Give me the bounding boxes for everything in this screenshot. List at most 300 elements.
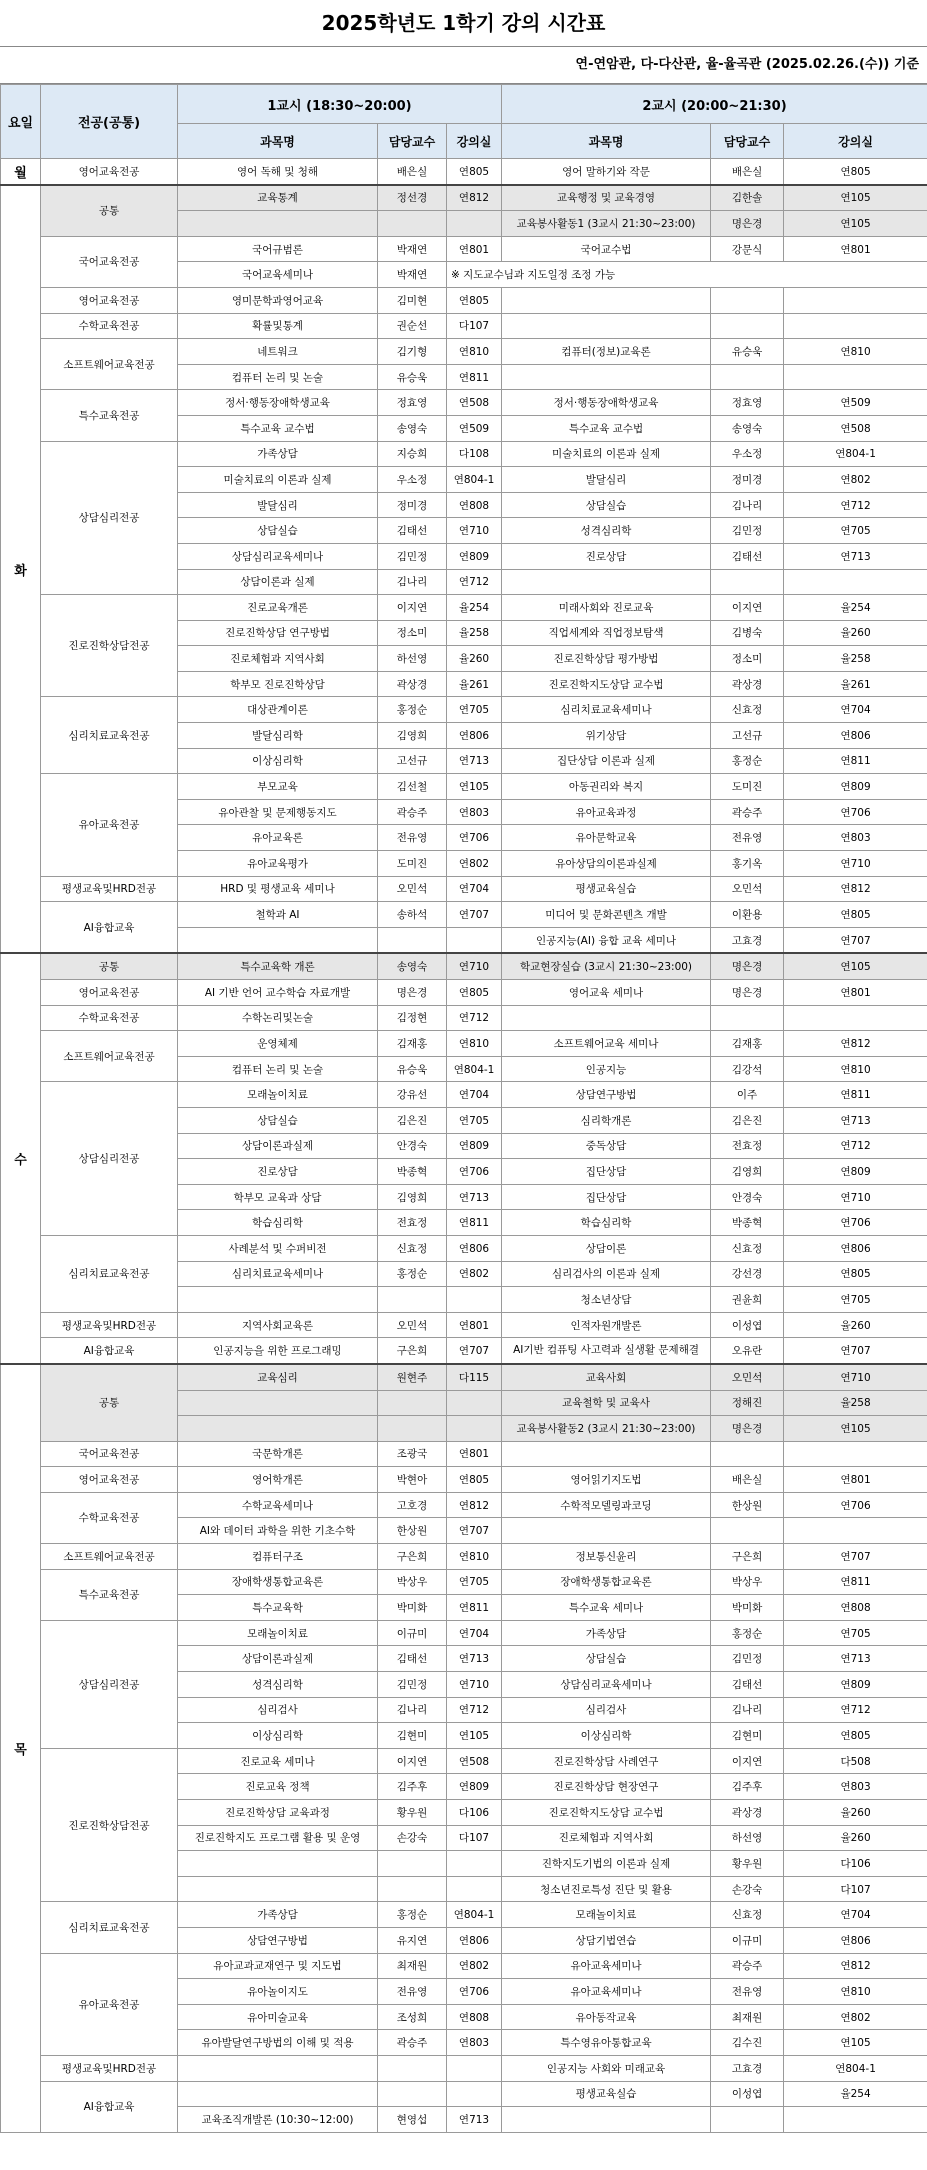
p2-professor-cell: 곽상경 <box>711 671 784 697</box>
p2-subject-cell <box>502 569 711 595</box>
p2-room-cell <box>784 1005 927 1031</box>
p1-professor-cell: 명은경 <box>378 980 447 1006</box>
major-cell: 영어교육전공 <box>41 159 178 185</box>
p2-professor-cell: 배은실 <box>711 159 784 185</box>
p2-subject-cell: 장애학생통합교육론 <box>502 1569 711 1595</box>
p1-room-cell: 다106 <box>447 1800 502 1826</box>
p2-room-cell: 연810 <box>784 1979 927 2005</box>
p2-room-cell: 연809 <box>784 774 927 800</box>
p2-room-cell: 연810 <box>784 1056 927 1082</box>
p1-subject-cell <box>178 1851 378 1877</box>
p1-professor-cell: 김주후 <box>378 1774 447 1800</box>
p1-room-cell <box>447 1390 502 1416</box>
p2-professor-cell: 김현미 <box>711 1723 784 1749</box>
p1-subject-cell: 유아놀이지도 <box>178 1979 378 2005</box>
p1-subject-cell: 가족상담 <box>178 1902 378 1928</box>
p1-room-cell: 다107 <box>447 1825 502 1851</box>
p1-room-cell: 율258 <box>447 620 502 646</box>
p1-room-cell: 연806 <box>447 1927 502 1953</box>
p1-professor-cell: 안경숙 <box>378 1133 447 1159</box>
p2-subject-cell: 상담연구방법 <box>502 1082 711 1108</box>
p1-subject-cell: 상담이론과실제 <box>178 1133 378 1159</box>
p2-professor-cell: 이주 <box>711 1082 784 1108</box>
p1-subject-cell: 심리치료교육세미나 <box>178 1261 378 1287</box>
p2-subject-cell: 유아교육과정 <box>502 799 711 825</box>
p1-room-cell: 연804-1 <box>447 1056 502 1082</box>
p2-subject-cell: 직업세계와 직업정보탐색 <box>502 620 711 646</box>
p2-room-cell: 연802 <box>784 2004 927 2030</box>
p1-subject-cell: 사례분석 및 수퍼비전 <box>178 1235 378 1261</box>
p1-professor-cell: 구은희 <box>378 1338 447 1364</box>
p1-room-cell <box>447 211 502 237</box>
p2-subject-cell: 유아동작교육 <box>502 2004 711 2030</box>
p1-professor-cell: 김선철 <box>378 774 447 800</box>
p2-professor-cell: 김나리 <box>711 1697 784 1723</box>
p2-professor-cell: 곽승주 <box>711 799 784 825</box>
p1-professor-cell: 전유영 <box>378 1979 447 2005</box>
p2-room-cell: 연804-1 <box>784 2055 927 2081</box>
p2-room-cell: 율260 <box>784 620 927 646</box>
p2-subject-cell: 진로진학지도상담 교수법 <box>502 671 711 697</box>
p1-subject-cell: 진로교육 정책 <box>178 1774 378 1800</box>
p1-professor-cell: 곽승주 <box>378 799 447 825</box>
p1-professor-cell: 우소정 <box>378 467 447 493</box>
p2-room-cell: 연105 <box>784 1416 927 1442</box>
table-row <box>1 1748 927 1774</box>
p1-subject-cell: 유아교육평가 <box>178 851 378 877</box>
p1-subject-cell <box>178 211 378 237</box>
p2-subject-cell <box>502 364 711 390</box>
p2-room-cell: 연712 <box>784 492 927 518</box>
major-cell: 공통 <box>41 953 178 979</box>
p1-professor-cell: 강유선 <box>378 1082 447 1108</box>
table-row <box>1 1569 927 1595</box>
p2-room-cell: 연710 <box>784 851 927 877</box>
header-subject: 과목명 <box>502 124 711 159</box>
major-cell: 소프트웨어교육전공 <box>41 1544 178 1570</box>
p2-professor-cell <box>711 569 784 595</box>
major-cell: 심리치료교육전공 <box>41 1235 178 1312</box>
p2-subject-cell <box>502 1518 711 1544</box>
p2-subject-cell: 특수교육 세미나 <box>502 1595 711 1621</box>
p2-professor-cell: 황우원 <box>711 1851 784 1877</box>
p2-room-cell: 연705 <box>784 1620 927 1646</box>
p2-professor-cell: 정해진 <box>711 1390 784 1416</box>
p2-professor-cell: 홍정순 <box>711 748 784 774</box>
p1-room-cell <box>447 1416 502 1442</box>
p1-room-cell: 연801 <box>447 236 502 262</box>
p2-subject-cell: 정보통신윤리 <box>502 1544 711 1570</box>
p2-room-cell: 연712 <box>784 1133 927 1159</box>
p2-professor-cell: 오민석 <box>711 1364 784 1390</box>
table-row <box>1 876 927 902</box>
p1-room-cell: 율254 <box>447 595 502 621</box>
p1-room-cell: 연802 <box>447 1261 502 1287</box>
p1-subject-cell: 교육조직개발론 (10:30~12:00) <box>178 2107 378 2133</box>
p2-subject-cell: 집단상담 <box>502 1184 711 1210</box>
p1-professor-cell: 이지연 <box>378 1748 447 1774</box>
p1-room-cell: 연808 <box>447 2004 502 2030</box>
p2-room-cell: 연801 <box>784 980 927 1006</box>
header-major: 전공(공통) <box>41 85 178 159</box>
p1-room-cell: 다108 <box>447 441 502 467</box>
timetable <box>0 84 927 2133</box>
p2-subject-cell: 영어읽기지도법 <box>502 1467 711 1493</box>
table-row <box>1 1620 927 1646</box>
p2-room-cell: 연801 <box>784 236 927 262</box>
p1-room-cell: 연803 <box>447 2030 502 2056</box>
p2-subject-cell: 청소년진로특성 진단 및 활용 <box>502 1876 711 1902</box>
p2-room-cell: 연804-1 <box>784 441 927 467</box>
p1-professor-cell: 한상원 <box>378 1518 447 1544</box>
p2-professor-cell: 손강숙 <box>711 1876 784 1902</box>
p2-room-cell <box>784 364 927 390</box>
p1-professor-cell: 홍정순 <box>378 697 447 723</box>
p2-room-cell: 연812 <box>784 1031 927 1057</box>
major-cell: 영어교육전공 <box>41 287 178 313</box>
p2-professor-cell: 권윤희 <box>711 1287 784 1313</box>
p2-professor-cell: 김나리 <box>711 492 784 518</box>
p2-professor-cell <box>711 313 784 339</box>
p1-subject-cell: 유아발달연구방법의 이해 및 적용 <box>178 2030 378 2056</box>
table-row <box>1 980 927 1006</box>
p2-room-cell: 연802 <box>784 467 927 493</box>
major-cell: 특수교육전공 <box>41 390 178 441</box>
p1-professor-cell: 조광국 <box>378 1441 447 1467</box>
p1-room-cell <box>447 927 502 953</box>
p1-professor-cell: 손강숙 <box>378 1825 447 1851</box>
p2-room-cell <box>784 287 927 313</box>
p2-room-cell: 연508 <box>784 415 927 441</box>
p1-professor-cell: 황우원 <box>378 1800 447 1826</box>
p1-room-cell: 연706 <box>447 1979 502 2005</box>
p2-subject-cell: 성격심리학 <box>502 518 711 544</box>
p1-room-cell: 연809 <box>447 1774 502 1800</box>
p1-professor-cell: 박종혁 <box>378 1159 447 1185</box>
p1-subject-cell <box>178 1287 378 1313</box>
p2-subject-cell: 컴퓨터(정보)교육론 <box>502 339 711 365</box>
p2-professor-cell: 신효정 <box>711 697 784 723</box>
p2-subject-cell: 심리치료교육세미나 <box>502 697 711 723</box>
p2-subject-cell: 학습심리학 <box>502 1210 711 1236</box>
p1-room-cell <box>447 1851 502 1877</box>
p2-room-cell: 율261 <box>784 671 927 697</box>
header-day: 요일 <box>1 85 41 159</box>
p1-professor-cell: 박상우 <box>378 1569 447 1595</box>
p2-professor-cell: 김은진 <box>711 1107 784 1133</box>
day-cell: 화 <box>1 185 41 954</box>
p1-room-cell: 연712 <box>447 1005 502 1031</box>
p1-subject-cell: 네트워크 <box>178 339 378 365</box>
major-cell: AI융합교육 <box>41 1338 178 1364</box>
p1-professor-cell: 김정현 <box>378 1005 447 1031</box>
p2-room-cell: 연105 <box>784 211 927 237</box>
p1-subject-cell: 특수교육학 <box>178 1595 378 1621</box>
p2-professor-cell: 김민정 <box>711 518 784 544</box>
major-cell: AI융합교육 <box>41 902 178 954</box>
p1-professor-cell: 하선영 <box>378 646 447 672</box>
p2-subject-cell: 아동권리와 복지 <box>502 774 711 800</box>
p1-subject-cell: 유아미술교육 <box>178 2004 378 2030</box>
p2-professor-cell: 오유란 <box>711 1338 784 1364</box>
p1-subject-cell: 정서·행동장애학생교육 <box>178 390 378 416</box>
table-row <box>1 1082 927 1108</box>
p1-subject-cell: 발달심리 <box>178 492 378 518</box>
p1-subject-cell: 영미문학과영어교육 <box>178 287 378 313</box>
p2-professor-cell: 명은경 <box>711 211 784 237</box>
major-cell: 수학교육전공 <box>41 313 178 339</box>
p1-subject-cell: 진로상담 <box>178 1159 378 1185</box>
p1-subject-cell: 수학논리및논술 <box>178 1005 378 1031</box>
p1-subject-cell: 영어학개론 <box>178 1467 378 1493</box>
p1-professor-cell: 홍정순 <box>378 1261 447 1287</box>
p2-professor-cell: 이성엽 <box>711 2081 784 2107</box>
p1-subject-cell: 가족상담 <box>178 441 378 467</box>
p2-room-cell: 연805 <box>784 902 927 928</box>
p1-room-cell <box>447 1287 502 1313</box>
table-row <box>1 159 927 185</box>
p1-subject-cell: HRD 및 평생교육 세미나 <box>178 876 378 902</box>
p2-professor-cell <box>711 2107 784 2133</box>
p1-professor-cell: 김미현 <box>378 287 447 313</box>
p2-room-cell: 연705 <box>784 1287 927 1313</box>
p1-professor-cell: 김민정 <box>378 1672 447 1698</box>
p2-subject-cell <box>502 2107 711 2133</box>
p1-room-cell: 연707 <box>447 1518 502 1544</box>
p2-room-cell <box>784 1441 927 1467</box>
p2-room-cell: 연811 <box>784 1569 927 1595</box>
p2-professor-cell: 곽승주 <box>711 1953 784 1979</box>
p1-room-cell: 연704 <box>447 876 502 902</box>
p2-professor-cell: 명은경 <box>711 1416 784 1442</box>
p2-subject-cell: 진로상담 <box>502 543 711 569</box>
p1-subject-cell: 영어 독해 및 청해 <box>178 159 378 185</box>
p1-room-cell: 연706 <box>447 1159 502 1185</box>
major-cell: 심리치료교육전공 <box>41 697 178 774</box>
p2-professor-cell: 강문식 <box>711 236 784 262</box>
p2-subject-cell <box>502 1005 711 1031</box>
p1-room-cell: 연812 <box>447 1492 502 1518</box>
p2-subject-cell: 모래놀이치료 <box>502 1902 711 1928</box>
p1-professor-cell: 김영희 <box>378 723 447 749</box>
table-row <box>1 1312 927 1338</box>
p1-subject-cell: AI 기반 언어 교수학습 자료개발 <box>178 980 378 1006</box>
table-row <box>1 1338 927 1364</box>
p2-room-cell: 다508 <box>784 1748 927 1774</box>
p1-room-cell: 연805 <box>447 1467 502 1493</box>
p2-subject-cell: 교육철학 및 교육사 <box>502 1390 711 1416</box>
p2-subject-cell: 심리검사의 이론과 실제 <box>502 1261 711 1287</box>
p1-room-cell: 연804-1 <box>447 1902 502 1928</box>
p2-professor-cell: 구은희 <box>711 1544 784 1570</box>
p1-room-cell: 연805 <box>447 287 502 313</box>
p2-professor-cell: 이환용 <box>711 902 784 928</box>
p1-professor-cell: 배은실 <box>378 159 447 185</box>
p2-subject-cell: 영어교육 세미나 <box>502 980 711 1006</box>
p1-subject-cell: 교육통계 <box>178 185 378 211</box>
table-row <box>1 236 927 262</box>
p2-room-cell <box>784 1518 927 1544</box>
p1-subject-cell: 운영체제 <box>178 1031 378 1057</box>
p1-room-cell: 연811 <box>447 1210 502 1236</box>
p1-subject-cell: 상담심리교육세미나 <box>178 543 378 569</box>
p2-subject-cell: 집단상담 <box>502 1159 711 1185</box>
p2-room-cell: 연705 <box>784 518 927 544</box>
major-cell: 국어교육전공 <box>41 236 178 287</box>
p2-professor-cell: 김한솔 <box>711 185 784 211</box>
major-cell: 영어교육전공 <box>41 980 178 1006</box>
p1-professor-cell: 송영숙 <box>378 415 447 441</box>
p1-professor-cell: 이지연 <box>378 595 447 621</box>
day-cell: 월 <box>1 159 41 185</box>
p1-subject-cell: 진로진학상담 교육과정 <box>178 1800 378 1826</box>
p1-room-cell: 연811 <box>447 364 502 390</box>
p2-professor-cell: 김태선 <box>711 543 784 569</box>
p2-room-cell: 율260 <box>784 1825 927 1851</box>
page-title: 2025학년도 1학기 강의 시간표 <box>0 0 927 47</box>
p1-room-cell: 연812 <box>447 185 502 211</box>
p2-subject-cell: 진로체험과 지역사회 <box>502 1825 711 1851</box>
p2-subject-cell: 진로진학상담 평가방법 <box>502 646 711 672</box>
p2-professor-cell: 전유영 <box>711 1979 784 2005</box>
major-cell: 유아교육전공 <box>41 1953 178 2055</box>
p2-room-cell: 연805 <box>784 1261 927 1287</box>
p2-room-cell: 율258 <box>784 1390 927 1416</box>
p1-room-cell: 연803 <box>447 799 502 825</box>
major-cell: 영어교육전공 <box>41 1467 178 1493</box>
major-cell: 수학교육전공 <box>41 1492 178 1543</box>
table-row <box>1 2055 927 2081</box>
p2-subject-cell: 특수영유아통합교육 <box>502 2030 711 2056</box>
p2-room-cell: 연806 <box>784 723 927 749</box>
p1-professor-cell <box>378 927 447 953</box>
table-row <box>1 2081 927 2107</box>
p2-professor-cell: 고선규 <box>711 723 784 749</box>
table-row <box>1 1544 927 1570</box>
p1-room-cell: 연810 <box>447 1031 502 1057</box>
p1-subject-cell <box>178 2081 378 2107</box>
p1-professor-cell: 전효정 <box>378 1210 447 1236</box>
p2-room-cell: 연803 <box>784 1774 927 1800</box>
p1-room-cell: 연806 <box>447 1235 502 1261</box>
p2-professor-cell: 곽상경 <box>711 1800 784 1826</box>
p2-professor-cell: 하선영 <box>711 1825 784 1851</box>
p1-professor-cell: 조성희 <box>378 2004 447 2030</box>
p1-professor-cell <box>378 1287 447 1313</box>
p1-subject-cell: 이상심리학 <box>178 748 378 774</box>
p2-subject-cell: 상담심리교육세미나 <box>502 1672 711 1698</box>
p2-room-cell: 다107 <box>784 1876 927 1902</box>
p1-professor-cell: 송하석 <box>378 902 447 928</box>
p2-room-cell: 연806 <box>784 1927 927 1953</box>
p2-professor-cell: 이지연 <box>711 595 784 621</box>
p2-room-cell: 다106 <box>784 1851 927 1877</box>
p2-subject-cell: 상담실습 <box>502 492 711 518</box>
p2-subject-cell: 소프트웨어교육 세미나 <box>502 1031 711 1057</box>
p2-professor-cell: 강선경 <box>711 1261 784 1287</box>
p2-professor-cell: 최재원 <box>711 2004 784 2030</box>
p2-subject-cell: 진로진학상담 사례연구 <box>502 1748 711 1774</box>
p1-room-cell <box>447 1876 502 1902</box>
p2-subject-cell: 중독상담 <box>502 1133 711 1159</box>
major-cell: 심리치료교육전공 <box>41 1902 178 1953</box>
p1-professor-cell: 도미진 <box>378 851 447 877</box>
table-row <box>1 185 927 211</box>
major-cell: AI융합교육 <box>41 2081 178 2132</box>
p2-professor-cell: 정미경 <box>711 467 784 493</box>
p2-room-cell: 연713 <box>784 543 927 569</box>
p2-professor-cell: 김민정 <box>711 1646 784 1672</box>
p2-professor-cell: 신효정 <box>711 1902 784 1928</box>
p1-professor-cell: 박재연 <box>378 236 447 262</box>
p2-subject-cell <box>502 287 711 313</box>
header-subject: 과목명 <box>178 124 378 159</box>
p2-subject-cell: 유아교육세미나 <box>502 1953 711 1979</box>
table-row <box>1 1364 927 1390</box>
p1-subject-cell: 진로체험과 지역사회 <box>178 646 378 672</box>
p2-room-cell: 연811 <box>784 1082 927 1108</box>
p2-room-cell: 연707 <box>784 1338 927 1364</box>
p1-subject-cell: 발달심리학 <box>178 723 378 749</box>
p2-subject-cell: 교육봉사활동1 (3교시 21:30~23:00) <box>502 211 711 237</box>
p1-professor-cell: 권순선 <box>378 313 447 339</box>
header-professor: 담당교수 <box>711 124 784 159</box>
p2-room-cell: 연105 <box>784 953 927 979</box>
p1-room-cell: 연508 <box>447 1748 502 1774</box>
p1-room-cell: ※ 지도교수님과 지도일정 조정 가능 <box>447 262 927 288</box>
p2-professor-cell: 홍정순 <box>711 1620 784 1646</box>
p2-room-cell: 연803 <box>784 825 927 851</box>
p2-room-cell: 연707 <box>784 927 927 953</box>
p1-professor-cell: 전유영 <box>378 825 447 851</box>
p1-professor-cell: 홍정순 <box>378 1902 447 1928</box>
header-room: 강의실 <box>447 124 502 159</box>
p1-room-cell: 연712 <box>447 1697 502 1723</box>
p2-professor-cell: 이지연 <box>711 1748 784 1774</box>
p1-professor-cell: 곽승주 <box>378 2030 447 2056</box>
p1-room-cell: 연805 <box>447 159 502 185</box>
p1-subject-cell: 진로교육 세미나 <box>178 1748 378 1774</box>
p1-professor-cell <box>378 1876 447 1902</box>
table-row <box>1 441 927 467</box>
p1-professor-cell: 김민정 <box>378 543 447 569</box>
p1-room-cell <box>447 2081 502 2107</box>
p1-room-cell: 연105 <box>447 1723 502 1749</box>
p2-room-cell: 율254 <box>784 2081 927 2107</box>
p1-professor-cell: 구은희 <box>378 1544 447 1570</box>
p1-room-cell: 연801 <box>447 1312 502 1338</box>
p1-room-cell: 연707 <box>447 1338 502 1364</box>
table-row <box>1 313 927 339</box>
p1-room-cell: 연509 <box>447 415 502 441</box>
p2-professor-cell: 김재홍 <box>711 1031 784 1057</box>
p2-subject-cell: 미디어 및 문화콘텐츠 개발 <box>502 902 711 928</box>
p2-subject-cell: 수학적모델링과코딩 <box>502 1492 711 1518</box>
major-cell: 특수교육전공 <box>41 1569 178 1620</box>
p1-subject-cell: 이상심리학 <box>178 1723 378 1749</box>
p1-subject-cell: 컴퓨터 논리 및 논술 <box>178 1056 378 1082</box>
p1-room-cell: 연802 <box>447 1953 502 1979</box>
p1-professor-cell: 곽상경 <box>378 671 447 697</box>
p2-subject-cell: 가족상담 <box>502 1620 711 1646</box>
p2-room-cell <box>784 2107 927 2133</box>
p2-room-cell: 연707 <box>784 1544 927 1570</box>
p1-professor-cell <box>378 1416 447 1442</box>
p1-subject-cell: 진로교육개론 <box>178 595 378 621</box>
p1-subject-cell: 컴퓨터 논리 및 논술 <box>178 364 378 390</box>
p2-room-cell: 연812 <box>784 876 927 902</box>
p1-subject-cell: 장애학생통합교육론 <box>178 1569 378 1595</box>
